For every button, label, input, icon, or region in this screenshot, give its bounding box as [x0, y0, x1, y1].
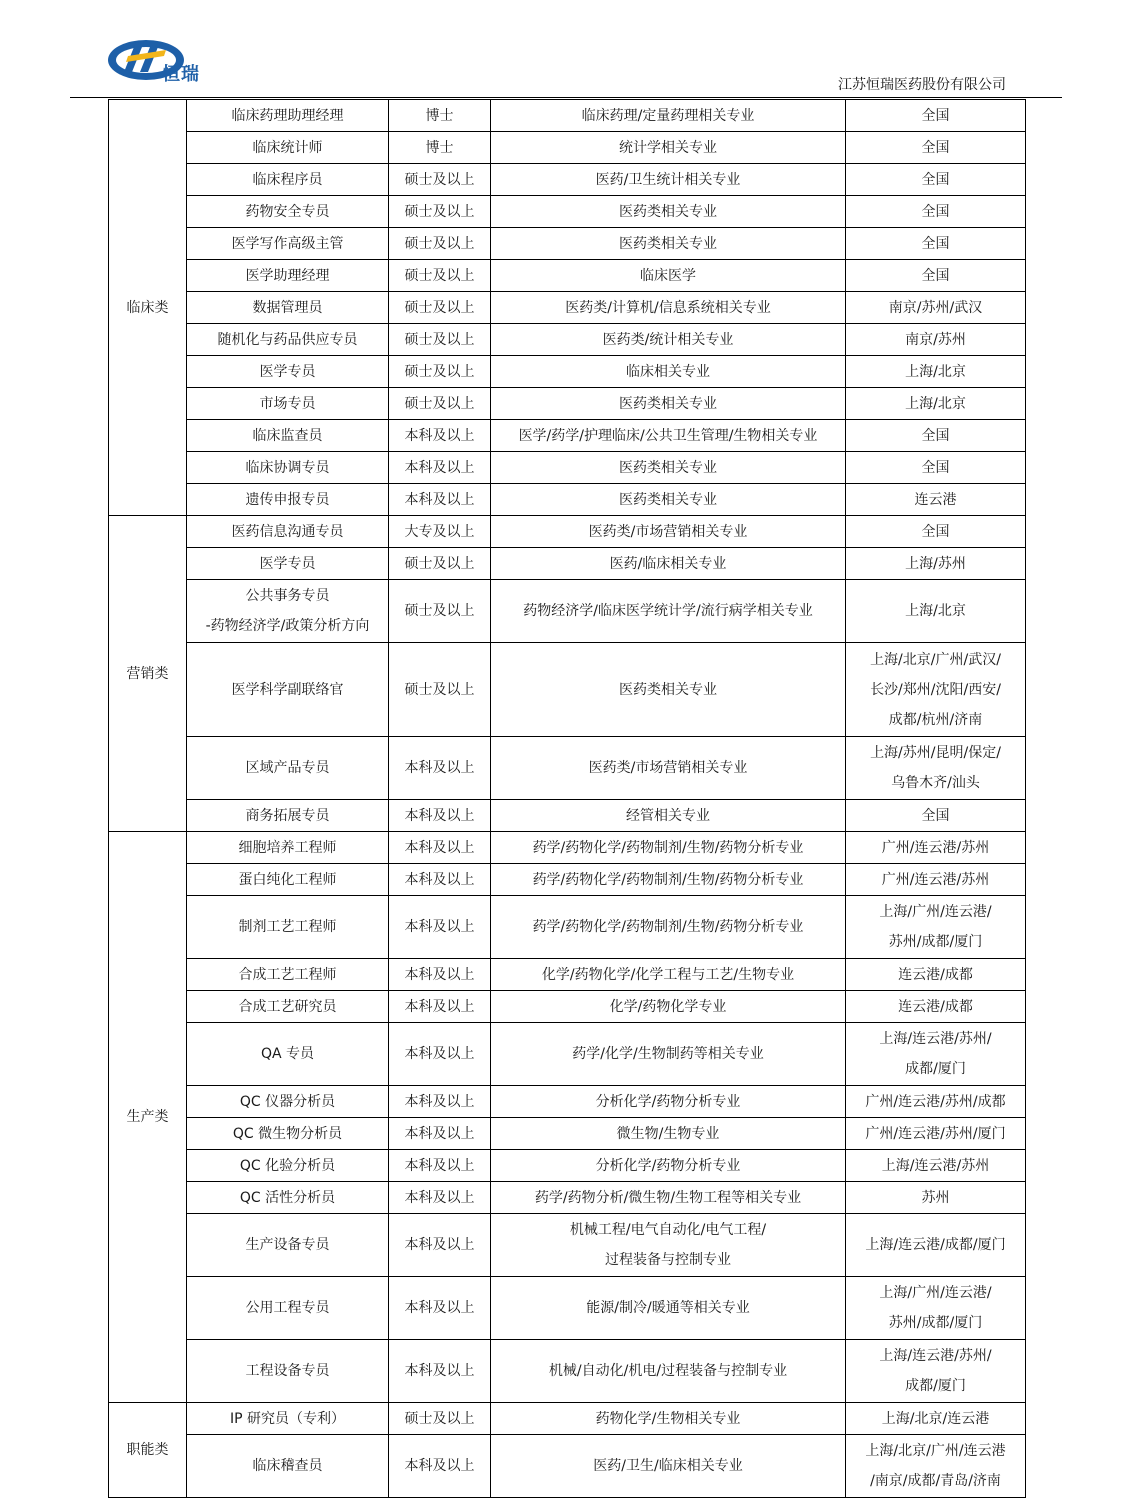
degree-cell: 本科及以上	[389, 1277, 491, 1340]
category-production: 生产类	[109, 832, 187, 1403]
major-cell: 医药/卫生统计相关专业	[491, 164, 846, 196]
position-cell: 临床监查员	[187, 420, 389, 452]
major-cell: 临床相关专业	[491, 356, 846, 388]
degree-cell: 本科及以上	[389, 484, 491, 516]
table-row	[109, 548, 1026, 580]
table-row	[109, 1086, 1026, 1118]
table-row	[109, 580, 1026, 643]
position-cell: 遗传申报专员	[187, 484, 389, 516]
location-cell: 上海/连云港/苏州/ 成都/厦门	[846, 1023, 1026, 1086]
position-cell: QC 仪器分析员	[187, 1086, 389, 1118]
table-row	[109, 864, 1026, 896]
position-cell: 工程设备专员	[187, 1340, 389, 1403]
location-cell: 连云港/成都	[846, 991, 1026, 1023]
category-clinical: 临床类	[109, 100, 187, 516]
location-cell: 南京/苏州	[846, 324, 1026, 356]
major-cell: 医药/卫生/临床相关专业	[491, 1435, 846, 1498]
table-row	[109, 100, 1026, 132]
degree-cell: 硕士及以上	[389, 196, 491, 228]
major-cell: 医药类/市场营销相关专业	[491, 737, 846, 800]
major-cell: 药物化学/生物相关专业	[491, 1403, 846, 1435]
location-cell: 上海/北京	[846, 388, 1026, 420]
major-cell: 医药类相关专业	[491, 388, 846, 420]
major-cell: 化学/药物化学专业	[491, 991, 846, 1023]
location-cell: 上海/北京/广州/连云港 /南京/成都/青岛/济南	[846, 1435, 1026, 1498]
location-cell: 上海/苏州	[846, 548, 1026, 580]
location-cell: 连云港	[846, 484, 1026, 516]
table-row	[109, 196, 1026, 228]
table-row	[109, 292, 1026, 324]
location-cell: 上海/连云港/苏州	[846, 1150, 1026, 1182]
degree-cell: 本科及以上	[389, 452, 491, 484]
degree-cell: 硕士及以上	[389, 548, 491, 580]
degree-cell: 博士	[389, 132, 491, 164]
table-row	[109, 800, 1026, 832]
position-cell: 临床稽查员	[187, 1435, 389, 1498]
major-cell: 机械/自动化/机电/过程装备与控制专业	[491, 1340, 846, 1403]
location-cell: 南京/苏州/武汉	[846, 292, 1026, 324]
degree-cell: 本科及以上	[389, 864, 491, 896]
table-row	[109, 484, 1026, 516]
table-row	[109, 452, 1026, 484]
degree-cell: 硕士及以上	[389, 643, 491, 737]
table-row	[109, 896, 1026, 959]
table-row	[109, 959, 1026, 991]
degree-cell: 本科及以上	[389, 1340, 491, 1403]
table-row	[109, 1403, 1026, 1435]
location-cell: 广州/连云港/苏州	[846, 864, 1026, 896]
table-row	[109, 1214, 1026, 1277]
position-cell: 医学助理经理	[187, 260, 389, 292]
position-cell: 商务拓展专员	[187, 800, 389, 832]
position-cell: 市场专员	[187, 388, 389, 420]
location-cell: 上海/北京/连云港	[846, 1403, 1026, 1435]
table-row	[109, 388, 1026, 420]
location-cell: 上海/北京	[846, 356, 1026, 388]
degree-cell: 硕士及以上	[389, 292, 491, 324]
major-cell: 药学/化学/生物制药等相关专业	[491, 1023, 846, 1086]
position-cell: 医学写作高级主管	[187, 228, 389, 260]
table-row	[109, 1023, 1026, 1086]
location-cell: 连云港/成都	[846, 959, 1026, 991]
table-row	[109, 1150, 1026, 1182]
position-cell: IP 研究员（专利）	[187, 1403, 389, 1435]
major-cell: 分析化学/药物分析专业	[491, 1086, 846, 1118]
degree-cell: 本科及以上	[389, 991, 491, 1023]
degree-cell: 本科及以上	[389, 1150, 491, 1182]
location-cell: 上海/广州/连云港/ 苏州/成都/厦门	[846, 1277, 1026, 1340]
degree-cell: 硕士及以上	[389, 260, 491, 292]
position-cell: 公共事务专员 -药物经济学/政策分析方向	[187, 580, 389, 643]
position-cell: 蛋白纯化工程师	[187, 864, 389, 896]
degree-cell: 本科及以上	[389, 1182, 491, 1214]
table-row	[109, 228, 1026, 260]
position-cell: 区域产品专员	[187, 737, 389, 800]
degree-cell: 硕士及以上	[389, 580, 491, 643]
position-cell: 医学科学副联络官	[187, 643, 389, 737]
degree-cell: 大专及以上	[389, 516, 491, 548]
location-cell: 全国	[846, 100, 1026, 132]
category-functional: 职能类	[109, 1403, 187, 1498]
degree-cell: 本科及以上	[389, 959, 491, 991]
position-cell: 随机化与药品供应专员	[187, 324, 389, 356]
position-cell: 临床协调专员	[187, 452, 389, 484]
major-cell: 医药类/市场营销相关专业	[491, 516, 846, 548]
major-cell: 药物经济学/临床医学统计学/流行病学相关专业	[491, 580, 846, 643]
location-cell: 广州/连云港/苏州/成都	[846, 1086, 1026, 1118]
major-cell: 药学/药物化学/药物制剂/生物/药物分析专业	[491, 864, 846, 896]
header-divider	[70, 97, 1062, 98]
degree-cell: 硕士及以上	[389, 1403, 491, 1435]
position-cell: 制剂工艺工程师	[187, 896, 389, 959]
major-cell: 医药类相关专业	[491, 196, 846, 228]
location-cell: 上海/苏州/昆明/保定/ 乌鲁木齐/汕头	[846, 737, 1026, 800]
degree-cell: 硕士及以上	[389, 324, 491, 356]
table-row	[109, 132, 1026, 164]
job-table	[108, 99, 1026, 1498]
major-cell: 药学/药物分析/微生物/生物工程等相关专业	[491, 1182, 846, 1214]
degree-cell: 本科及以上	[389, 832, 491, 864]
major-cell: 能源/制冷/暖通等相关专业	[491, 1277, 846, 1340]
position-cell: QC 微生物分析员	[187, 1118, 389, 1150]
table-row	[109, 1118, 1026, 1150]
table-row	[109, 516, 1026, 548]
location-cell: 上海/广州/连云港/ 苏州/成都/厦门	[846, 896, 1026, 959]
location-cell: 全国	[846, 420, 1026, 452]
table-row	[109, 643, 1026, 737]
table-row	[109, 832, 1026, 864]
category-marketing: 营销类	[109, 516, 187, 832]
table-row	[109, 356, 1026, 388]
table-row	[109, 1182, 1026, 1214]
table-row	[109, 737, 1026, 800]
table-row	[109, 991, 1026, 1023]
degree-cell: 本科及以上	[389, 1023, 491, 1086]
position-cell: 数据管理员	[187, 292, 389, 324]
major-cell: 药学/药物化学/药物制剂/生物/药物分析专业	[491, 832, 846, 864]
location-cell: 上海/连云港/苏州/ 成都/厦门	[846, 1340, 1026, 1403]
degree-cell: 本科及以上	[389, 420, 491, 452]
position-cell: 医学专员	[187, 356, 389, 388]
table-row	[109, 324, 1026, 356]
position-cell: 合成工艺工程师	[187, 959, 389, 991]
major-cell: 机械工程/电气自动化/电气工程/ 过程装备与控制专业	[491, 1214, 846, 1277]
position-cell: 医学专员	[187, 548, 389, 580]
location-cell: 苏州	[846, 1182, 1026, 1214]
degree-cell: 本科及以上	[389, 1086, 491, 1118]
table-row	[109, 1277, 1026, 1340]
location-cell: 上海/北京/广州/武汉/ 长沙/郑州/沈阳/西安/ 成都/杭州/济南	[846, 643, 1026, 737]
major-cell: 统计学相关专业	[491, 132, 846, 164]
degree-cell: 硕士及以上	[389, 356, 491, 388]
degree-cell: 本科及以上	[389, 800, 491, 832]
location-cell: 广州/连云港/苏州	[846, 832, 1026, 864]
table-row	[109, 420, 1026, 452]
location-cell: 上海/连云港/成都/厦门	[846, 1214, 1026, 1277]
location-cell: 全国	[846, 260, 1026, 292]
degree-cell: 本科及以上	[389, 737, 491, 800]
location-cell: 全国	[846, 196, 1026, 228]
table-row	[109, 164, 1026, 196]
major-cell: 临床医学	[491, 260, 846, 292]
position-cell: 公用工程专员	[187, 1277, 389, 1340]
major-cell: 化学/药物化学/化学工程与工艺/生物专业	[491, 959, 846, 991]
degree-cell: 硕士及以上	[389, 164, 491, 196]
major-cell: 医药类相关专业	[491, 228, 846, 260]
position-cell: 药物安全专员	[187, 196, 389, 228]
major-cell: 经管相关专业	[491, 800, 846, 832]
major-cell: 医药类相关专业	[491, 484, 846, 516]
degree-cell: 硕士及以上	[389, 228, 491, 260]
location-cell: 全国	[846, 516, 1026, 548]
table-row	[109, 1435, 1026, 1498]
position-cell: 临床程序员	[187, 164, 389, 196]
location-cell: 上海/北京	[846, 580, 1026, 643]
major-cell: 分析化学/药物分析专业	[491, 1150, 846, 1182]
table-row	[109, 1340, 1026, 1403]
location-cell: 全国	[846, 800, 1026, 832]
position-cell: 临床药理助理经理	[187, 100, 389, 132]
major-cell: 微生物/生物专业	[491, 1118, 846, 1150]
company-name: 江苏恒瑞医药股份有限公司	[838, 77, 1006, 93]
degree-cell: 本科及以上	[389, 1435, 491, 1498]
position-cell: 生产设备专员	[187, 1214, 389, 1277]
location-cell: 广州/连云港/苏州/厦门	[846, 1118, 1026, 1150]
location-cell: 全国	[846, 452, 1026, 484]
position-cell: 合成工艺研究员	[187, 991, 389, 1023]
position-cell: 医药信息沟通专员	[187, 516, 389, 548]
position-cell: 临床统计师	[187, 132, 389, 164]
logo-text: 恒瑞	[162, 64, 200, 85]
major-cell: 临床药理/定量药理相关专业	[491, 100, 846, 132]
position-cell: QC 活性分析员	[187, 1182, 389, 1214]
major-cell: 药学/药物化学/药物制剂/生物/药物分析专业	[491, 896, 846, 959]
major-cell: 医药类/计算机/信息系统相关专业	[491, 292, 846, 324]
degree-cell: 本科及以上	[389, 1118, 491, 1150]
location-cell: 全国	[846, 164, 1026, 196]
major-cell: 医药类相关专业	[491, 452, 846, 484]
degree-cell: 本科及以上	[389, 1214, 491, 1277]
location-cell: 全国	[846, 132, 1026, 164]
major-cell: 医学/药学/护理临床/公共卫生管理/生物相关专业	[491, 420, 846, 452]
major-cell: 医药/临床相关专业	[491, 548, 846, 580]
location-cell: 全国	[846, 228, 1026, 260]
major-cell: 医药类/统计相关专业	[491, 324, 846, 356]
degree-cell: 博士	[389, 100, 491, 132]
major-cell: 医药类相关专业	[491, 643, 846, 737]
degree-cell: 本科及以上	[389, 896, 491, 959]
position-cell: 细胞培养工程师	[187, 832, 389, 864]
degree-cell: 硕士及以上	[389, 388, 491, 420]
table-row	[109, 260, 1026, 292]
position-cell: QA 专员	[187, 1023, 389, 1086]
position-cell: QC 化验分析员	[187, 1150, 389, 1182]
